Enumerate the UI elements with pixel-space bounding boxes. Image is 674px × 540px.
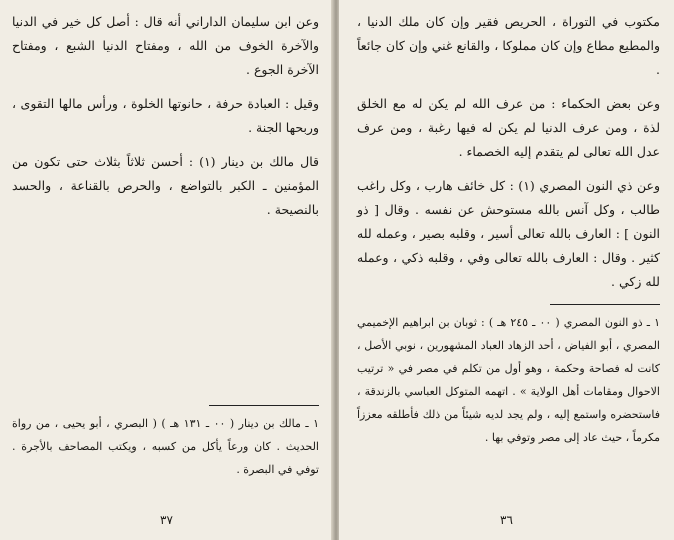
paragraph: وعن ذي النون المصري (١) : كل خائف هارب ، وكل راغب طالب ، وكل آنس بالله مستوحش عن نفسه . وقال [ ذو النون ] : العارف بالله تعالى أسير ، وقلبه بصير ، وعمله لله كثير . وقال : العارف بالله تعالى وفي ، وقلبه ذكي ، وعمله لله زكي .	[357, 178, 660, 289]
footnotes	[357, 304, 660, 449]
footnote-divider	[550, 304, 660, 305]
paragraph: وعن بعض الحكماء : من عرف الله لم يكن له مع الخلق لذة ، ومن عرف الدنيا لم يكن له فيها رغبة ، ومن عرف عدل الله تعالى لم يتقدم إليه الخصماء .	[357, 96, 660, 159]
footnote: ١ ـ ذو النون المصري ( ٠٠ ـ ٢٤٥ هـ ) : ثوبان بن ابراهيم الإخميمي المصري ، أبو الفياض ، أحد الزهاد العباد المشهورين ، نوبي الأصل ، كانت له فصاحة وحكمة ، وهو أول من تكلم في مصر في « ترتيب الاحوال ومقامات أهل الولاية » . اتهمه المتوكل العباسي بالزندقة ، فاستحضره واستمع إليه ، ولم يجد لديه شيئاً من ذلك فأطلقه معززاً مكرماً ، حيث عاد إلى مصر وتوفي بها .	[357, 316, 660, 444]
footnotes	[12, 405, 319, 481]
paragraph: وعن ابن سليمان الداراني أنه قال : أصل كل خير في الدنيا والآخرة الخوف من الله ، ومفتاح الدنيا الشبع ، ومفتاح الآخرة الجوع .	[12, 14, 319, 77]
page-number: ٣٦	[500, 513, 513, 527]
footnote-divider	[209, 405, 319, 406]
paragraph: قال مالك بن دينار (١) : أحسن ثلاثاً بثلاث حتى تكون من المؤمنين ـ الكبر بالتواضع ، والحرص بالقناعة ، والحسد بالنصيحة .	[12, 154, 319, 217]
right-page	[339, 0, 674, 540]
left-page	[0, 0, 333, 540]
footnote: ١ ـ مالك بن دينار ( ٠٠ ـ ١٣١ هـ ) ( البصري ، أبو يحيى ، من رواة الحديث . كان ورعاً يأكل من كسبه ، ويكتب المصاحف بالأجرة . توفي في البصرة .	[12, 417, 320, 476]
paragraph: وقيل : العبادة حرفة ، حانوتها الخلوة ، ورأس مالها التقوى ، وربحها الجنة .	[12, 96, 319, 135]
page-number: ٣٧	[160, 513, 173, 527]
paragraph: مكتوب في التوراة ، الحريص فقير وإن كان ملك الدنيا ، والمطيع مطاع وإن كان مملوكا ، والقانع غني وإن كان جائعاً .	[357, 14, 660, 77]
